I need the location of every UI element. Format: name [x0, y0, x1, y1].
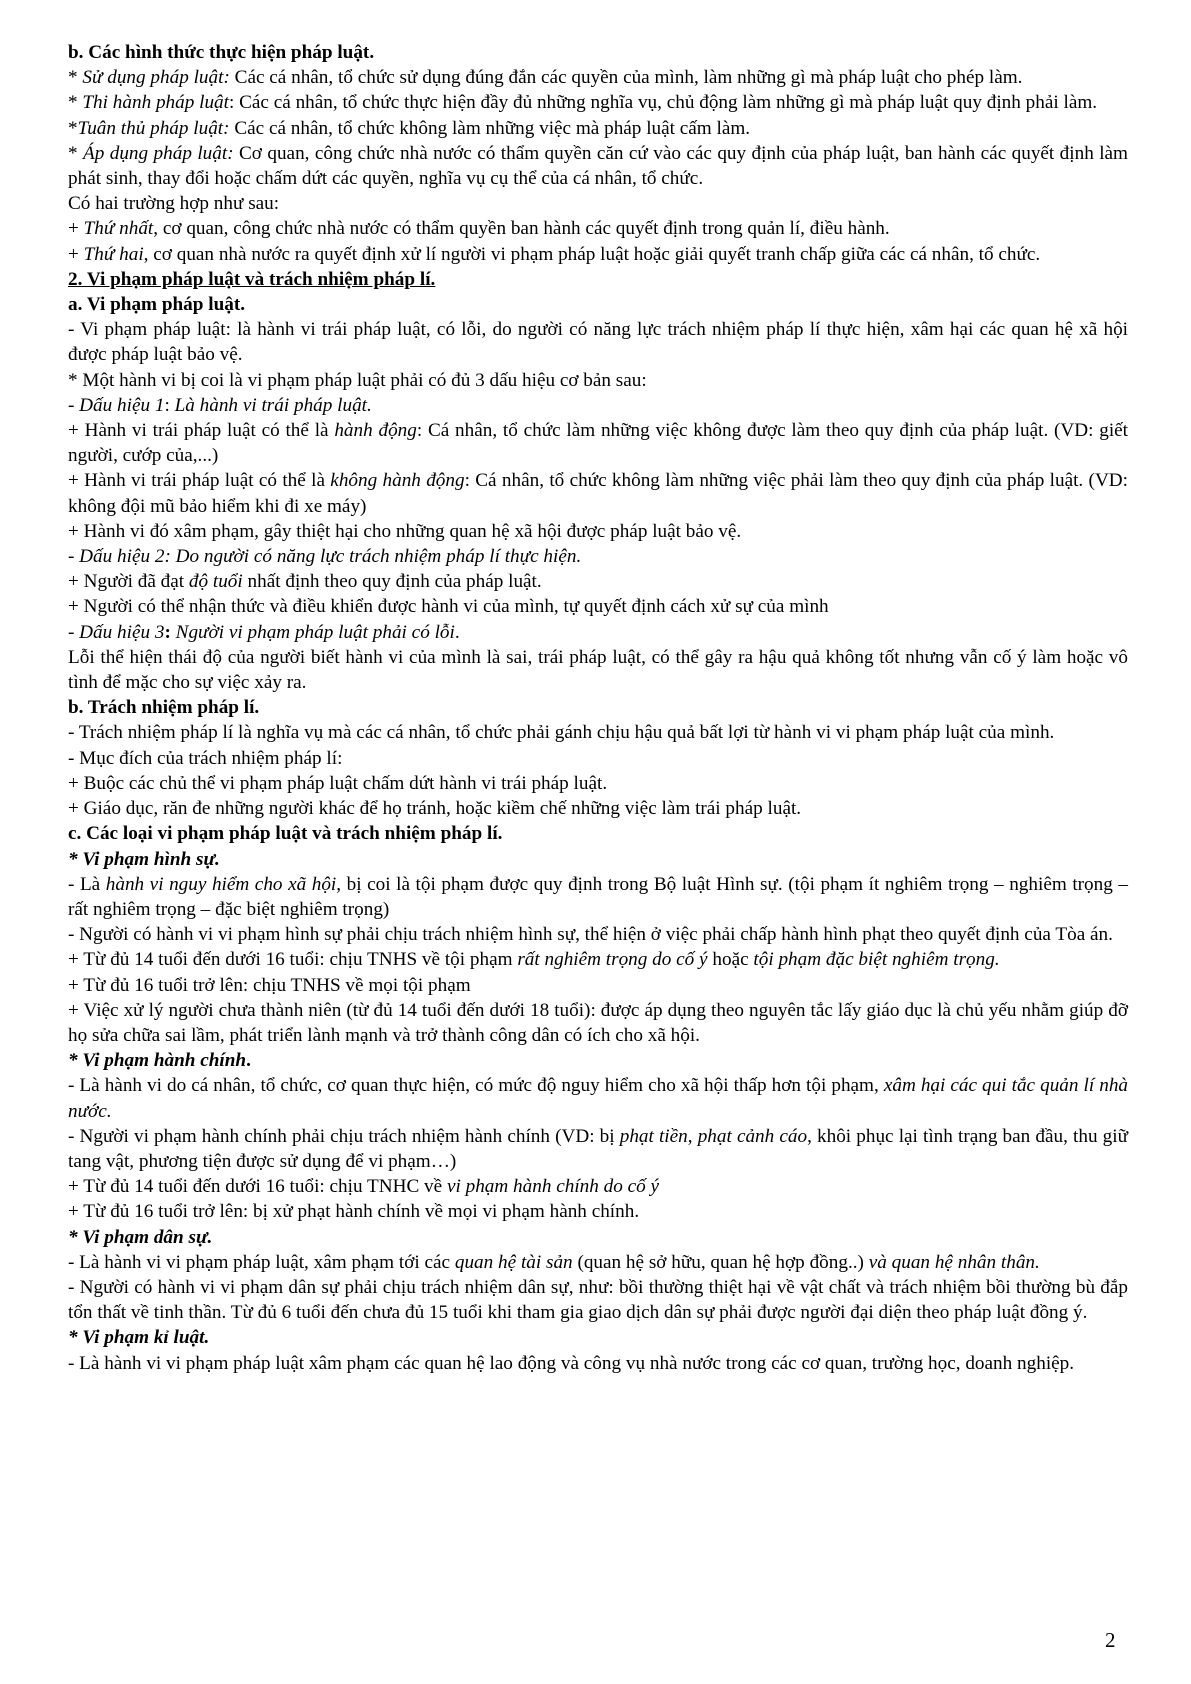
text-run: . — [246, 1050, 251, 1072]
text-run: + Hành vi trái pháp luật có thể là — [68, 470, 331, 492]
text-run: : Các cá nhân, tổ chức thực hiện đầy đủ những nghĩa vụ, chủ động làm những gì mà pháp luật quy định phải làm. — [228, 92, 1098, 114]
text-run: + Từ đủ 16 tuổi trở lên: bị xử phạt hành chính về mọi vi phạm hành chính. — [68, 1201, 640, 1223]
text-run: - Là hành vi vi phạm pháp luật xâm phạm các quan hệ lao động và công vụ nhà nước trong các cơ quan, trường học, doanh nghiệp. — [68, 1352, 1075, 1374]
text-run: * Vi phạm kỉ luật. — [68, 1327, 210, 1349]
text-run: vi phạm hành chính do cố ý — [446, 1176, 660, 1198]
text-run: * — [68, 92, 83, 114]
text-run: và quan hệ nhân thân. — [868, 1251, 1040, 1273]
text-run: + Buộc các chủ thể vi phạm pháp luật chấm dứt hành vi trái pháp luật. — [68, 772, 608, 794]
text-run: b. Các hình thức thực hiện pháp luật. — [68, 42, 375, 63]
paragraph — [68, 141, 1128, 191]
text-run: a. Vi phạm pháp luật. — [68, 294, 246, 316]
text-run: - Dấu hiệu 1 — [68, 394, 165, 416]
text-run: : Cá nhân, tổ chức làm những việc không được làm theo quy định của pháp luật. (VD: giết người, cướp của,...) — [68, 420, 1129, 467]
text-run: hành vi nguy hiểm cho xã hội — [105, 873, 337, 895]
text-run: - Dấu hiệu 3 — [68, 621, 165, 643]
paragraph — [68, 90, 1128, 115]
text-run: Có hai trường hợp như sau: — [68, 193, 280, 215]
text-run: hành động — [334, 420, 417, 442]
paragraph — [68, 418, 1128, 468]
text-run: : — [164, 621, 176, 643]
text-run: + Người có thể nhận thức và điều khiển được hành vi của mình, tự quyết định cách xử sự của mình — [68, 596, 829, 618]
text-run: - Người vi phạm hành chính phải chịu trách nhiệm hành chính (VD: bị — [68, 1125, 620, 1147]
text-run: c. Các loại vi phạm pháp luật và trách nhiệm pháp lí. — [68, 823, 503, 845]
text-run: phạt tiền — [619, 1125, 688, 1147]
page-number: 2 — [1105, 1628, 1116, 1652]
paragraph — [68, 720, 1128, 745]
paragraph — [68, 1048, 1128, 1073]
paragraph — [68, 947, 1128, 972]
text-run: * — [68, 142, 84, 164]
text-run: rất nghiêm trọng do cố ý — [517, 949, 708, 971]
paragraph — [68, 594, 1128, 619]
text-run: * Vi phạm hình sự. — [68, 848, 220, 870]
paragraph — [68, 519, 1128, 544]
text-run: - Vi phạm pháp luật: là hành vi trái pháp luật, có lỗi, do người có năng lực trách nhiệm pháp lí thực hiện, xâm hại các quan hệ xã hội được pháp luật bảo vệ. — [68, 319, 1128, 366]
text-run: xâm hại các qui tắc quản lí nhà nước. — [68, 1075, 1129, 1122]
text-run: - Là hành vi vi phạm pháp luật, xâm phạm tới các — [68, 1251, 455, 1273]
paragraph — [68, 796, 1128, 821]
text-run: + Hành vi đó xâm phạm, gây thiệt hại cho những quan hệ xã hội được pháp luật bảo vệ. — [68, 520, 742, 542]
paragraph — [68, 191, 1128, 216]
paragraph — [68, 1275, 1128, 1325]
text-run: , cơ quan nhà nước ra quyết định xử lí người vi phạm pháp luật hoặc giải quyết tranh chấp giữa các cá nhân, tổ chức. — [143, 243, 1041, 265]
text-run: 2. Vi phạm pháp luật và trách nhiệm pháp lí. — [68, 268, 436, 290]
text-run: . — [454, 621, 460, 643]
paragraph — [68, 1351, 1128, 1376]
text-run: * Vi phạm dân sự. — [68, 1226, 213, 1248]
paragraph — [68, 746, 1128, 771]
text-run: Các cá nhân, tổ chức không làm những việc mà pháp luật cấm làm. — [229, 117, 751, 139]
paragraph — [68, 973, 1128, 998]
paragraph — [68, 317, 1128, 367]
paragraph — [68, 116, 1128, 141]
text-run: độ tuổi — [188, 571, 243, 593]
paragraph — [68, 1124, 1128, 1174]
document-page — [68, 40, 1128, 1376]
text-run: Thứ nhất — [83, 218, 154, 240]
paragraph — [68, 242, 1128, 267]
text-run: + Từ đủ 14 tuổi đến dưới 16 tuổi: chịu TNHC về — [68, 1176, 447, 1198]
text-run: nhất định theo quy định của pháp luật. — [242, 571, 542, 593]
text-run: - Là — [68, 873, 106, 895]
text-run: - Là hành vi do cá nhân, tổ chức, cơ quan thực hiện, có mức độ nguy hiểm cho xã hội thấp hơn tội phạm, — [68, 1075, 884, 1097]
paragraph — [68, 1225, 1128, 1250]
text-run: Sử dụng pháp luật: — [82, 67, 230, 89]
text-run: quan hệ tài sản — [454, 1251, 573, 1273]
paragraph — [68, 1199, 1128, 1224]
paragraph — [68, 1325, 1128, 1350]
text-run: * Một hành vi bị coi là vi phạm pháp luật phải có đủ 3 dấu hiệu cơ bản sau: — [68, 369, 647, 391]
text-run: + — [68, 243, 84, 265]
text-run: hoặc — [707, 949, 754, 971]
text-run: : — [164, 394, 175, 416]
paragraph — [68, 1250, 1128, 1275]
text-run: - Người có hành vi vi phạm dân sự phải chịu trách nhiệm dân sự, như: bồi thường thiệt hại về vật chất và trách nhiệm bồi thường bù đắp tổn thất về tinh thần. Từ đủ 6 tuổi đến chưa đủ 15 tuổi khi tham gia giao dịch dân sự phải được người đại diện theo pháp luật đồng ý. — [68, 1276, 1128, 1324]
paragraph — [68, 569, 1128, 594]
text-run: + Việc xử lý người chưa thành niên (từ đủ 14 tuổi đến dưới 18 tuổi): được áp dụng theo nguyên tắc lấy giáo dục là chủ yếu nhằm giúp đỡ họ sửa chữa sai lầm, phát triển lành mạnh và trở thành công dân có ích cho xã hội. — [68, 999, 1128, 1046]
text-run: không hành động — [330, 470, 465, 492]
text-run: Các cá nhân, tổ chức sử dụng đúng đắn các quyền của mình, làm những gì mà pháp luật cho phép làm. — [229, 67, 1023, 89]
text-run: Lỗi thể hiện thái độ của người biết hành vi của mình là sai, trái pháp luật, có thể gây ra hậu quả không tốt nhưng vẫn cố ý làm hoặc vô tình để mặc cho sự việc xảy ra. — [68, 646, 1128, 694]
paragraph — [68, 645, 1128, 695]
text-run: * Vi phạm hành chính — [68, 1050, 247, 1072]
text-run: Tuân thủ pháp luật: — [77, 117, 230, 139]
paragraph — [68, 1174, 1128, 1199]
paragraph — [68, 267, 1128, 292]
paragraph — [68, 216, 1128, 241]
paragraph — [68, 821, 1128, 846]
paragraph — [68, 544, 1128, 569]
text-run: * — [68, 117, 78, 139]
text-run: Thứ hai — [83, 243, 144, 265]
text-run: + Hành vi trái pháp luật có thể là — [68, 420, 335, 442]
paragraph — [68, 620, 1128, 645]
paragraph — [68, 695, 1128, 720]
text-run: , cơ quan, công chức nhà nước có thẩm quyền ban hành các quyết định trong quản lí, điều hành. — [153, 218, 890, 240]
text-run: + Từ đủ 14 tuổi đến dưới 16 tuổi: chịu TNHS về tội phạm — [68, 949, 518, 971]
paragraph — [68, 368, 1128, 393]
paragraph — [68, 847, 1128, 872]
paragraph — [68, 40, 1128, 65]
text-run: * — [68, 67, 83, 89]
text-run: Người vi phạm pháp luật phải có lỗi — [175, 621, 455, 643]
text-run: Áp dụng pháp luật: — [83, 142, 234, 164]
text-run: - Người có hành vi vi phạm hình sự phải chịu trách nhiệm hình sự, thể hiện ở việc phải chấp hành hình phạt theo quyết định của Tòa án. — [68, 924, 1113, 946]
paragraph — [68, 872, 1128, 922]
text-run: : Cá nhân, tổ chức không làm những việc phải làm theo quy định của pháp luật. (VD: không đội mũ bảo hiểm khi đi xe máy) — [68, 470, 1128, 517]
paragraph — [68, 65, 1128, 90]
text-run: + Người đã đạt — [68, 571, 189, 593]
text-run: - Mục đích của trách nhiệm pháp lí: — [68, 747, 343, 769]
text-run: , bị coi là tội phạm được quy định trong Bộ luật Hình sự. (tội phạm ít nghiêm trọng – nghiêm trọng – rất nghiêm trọng – đặc biệt nghiêm trọng) — [68, 873, 1128, 920]
text-run: Cơ quan, công chức nhà nước có thẩm quyền căn cứ vào các quy định của pháp luật, ban hành các quyết định làm phát sinh, thay đổi hoặc chấm dứt các quyền, nghĩa vụ cụ thể của cá nhân, tổ chức. — [68, 142, 1128, 190]
text-run: + Từ đủ 16 tuổi trở lên: chịu TNHS về mọi tội phạm — [68, 974, 471, 996]
text-run: Là hành vi trái pháp luật. — [174, 394, 372, 416]
text-run: + — [68, 218, 84, 240]
text-run: + Giáo dục, răn đe những người khác để họ tránh, hoặc kiềm chế những việc làm trái pháp luật. — [68, 798, 802, 820]
paragraph — [68, 998, 1128, 1048]
text-run: b. Trách nhiệm pháp lí. — [68, 697, 260, 719]
paragraph — [68, 393, 1128, 418]
paragraph — [68, 922, 1128, 947]
text-run: Thi hành pháp luật — [82, 92, 229, 114]
paragraph — [68, 468, 1128, 518]
text-run: , khôi phục lại tình trạng ban đầu, thu giữ tang vật, phương tiện được sử dụng để vi phạm…) — [68, 1125, 1129, 1172]
paragraph — [68, 1073, 1128, 1123]
text-run: tội phạm đặc biệt nghiêm trọng. — [753, 949, 1000, 971]
text-run: , — [687, 1125, 698, 1147]
text-run: - Trách nhiệm pháp lí là nghĩa vụ mà các cá nhân, tổ chức phải gánh chịu hậu quả bất lợi từ hành vi vi phạm pháp luật của mình. — [68, 722, 1055, 744]
text-run: phạt cảnh cáo — [697, 1125, 808, 1147]
text-run: - Dấu hiệu 2: Do người có năng lực trách nhiệm pháp lí thực hiện. — [68, 546, 582, 568]
text-run: (quan hệ sở hữu, quan hệ hợp đồng..) — [572, 1251, 869, 1273]
paragraph — [68, 771, 1128, 796]
paragraph — [68, 292, 1128, 317]
